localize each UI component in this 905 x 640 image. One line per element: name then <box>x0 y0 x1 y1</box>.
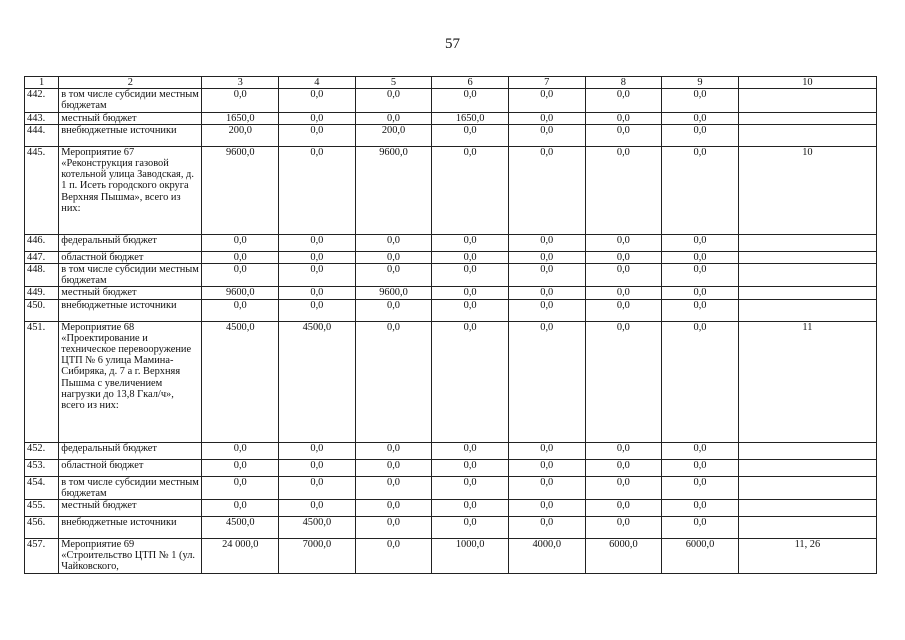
value-cell: 0,0 <box>355 234 432 251</box>
row-number: 454. <box>25 476 59 499</box>
row-description: областной бюджет <box>59 459 202 476</box>
value-cell: 0,0 <box>202 476 279 499</box>
value-cell: 24 000,0 <box>202 539 279 574</box>
value-cell: 0,0 <box>662 264 739 287</box>
row-description: в том числе субсидии местным бюджетам <box>59 264 202 287</box>
table-row <box>25 234 877 251</box>
value-cell: 0,0 <box>585 234 662 251</box>
value-cell: 0,0 <box>662 124 739 146</box>
value-cell: 0,0 <box>662 146 739 234</box>
target-indicator-cell <box>738 459 876 476</box>
row-description: в том числе субсидии местным бюджетам <box>59 89 202 112</box>
row-number: 450. <box>25 299 59 321</box>
target-indicator-cell: 11 <box>738 321 876 442</box>
column-header: 7 <box>508 77 585 89</box>
value-cell: 0,0 <box>508 517 585 539</box>
row-description: в том числе субсидии местным бюджетам <box>59 476 202 499</box>
value-cell: 0,0 <box>432 517 509 539</box>
target-indicator-cell <box>738 112 876 124</box>
value-cell: 0,0 <box>279 234 356 251</box>
value-cell: 0,0 <box>355 539 432 574</box>
value-cell: 4000,0 <box>508 539 585 574</box>
value-cell: 0,0 <box>355 321 432 442</box>
value-cell: 0,0 <box>508 287 585 299</box>
value-cell: 0,0 <box>432 89 509 112</box>
table-row <box>25 251 877 263</box>
value-cell: 0,0 <box>202 459 279 476</box>
value-cell: 0,0 <box>355 299 432 321</box>
target-indicator-cell <box>738 264 876 287</box>
value-cell: 0,0 <box>432 264 509 287</box>
row-description: Мероприятие 69 «Строительство ЦТП № 1 (ул. Чайковского, <box>59 539 202 574</box>
value-cell: 0,0 <box>662 89 739 112</box>
value-cell: 0,0 <box>279 442 356 459</box>
value-cell: 0,0 <box>432 459 509 476</box>
value-cell: 0,0 <box>585 251 662 263</box>
value-cell: 0,0 <box>279 500 356 517</box>
value-cell: 0,0 <box>585 476 662 499</box>
table-row <box>25 89 877 112</box>
value-cell: 4500,0 <box>279 321 356 442</box>
column-header: 3 <box>202 77 279 89</box>
value-cell: 0,0 <box>355 476 432 499</box>
value-cell: 0,0 <box>432 476 509 499</box>
value-cell: 9600,0 <box>202 146 279 234</box>
value-cell: 0,0 <box>508 500 585 517</box>
target-indicator-cell <box>738 517 876 539</box>
value-cell: 0,0 <box>202 89 279 112</box>
value-cell: 0,0 <box>662 476 739 499</box>
value-cell: 0,0 <box>432 500 509 517</box>
row-number: 444. <box>25 124 59 146</box>
target-indicator-cell <box>738 442 876 459</box>
target-indicator-cell <box>738 251 876 263</box>
value-cell: 1650,0 <box>202 112 279 124</box>
value-cell: 0,0 <box>202 234 279 251</box>
row-number: 452. <box>25 442 59 459</box>
table-row <box>25 459 877 476</box>
value-cell: 0,0 <box>202 299 279 321</box>
target-indicator-cell <box>738 500 876 517</box>
value-cell: 0,0 <box>508 251 585 263</box>
table-row <box>25 500 877 517</box>
value-cell: 0,0 <box>508 234 585 251</box>
value-cell: 0,0 <box>585 500 662 517</box>
row-number: 447. <box>25 251 59 263</box>
table-row <box>25 539 877 574</box>
row-number: 443. <box>25 112 59 124</box>
target-indicator-cell: 11, 26 <box>738 539 876 574</box>
value-cell: 0,0 <box>279 146 356 234</box>
target-indicator-cell <box>738 89 876 112</box>
value-cell: 0,0 <box>662 287 739 299</box>
value-cell: 0,0 <box>662 500 739 517</box>
row-description: федеральный бюджет <box>59 442 202 459</box>
value-cell: 0,0 <box>508 124 585 146</box>
target-indicator-cell: 10 <box>738 146 876 234</box>
row-description: внебюджетные источники <box>59 299 202 321</box>
row-description: внебюджетные источники <box>59 517 202 539</box>
column-header: 6 <box>432 77 509 89</box>
value-cell: 0,0 <box>202 251 279 263</box>
table-row <box>25 442 877 459</box>
value-cell: 0,0 <box>355 459 432 476</box>
value-cell: 1650,0 <box>432 112 509 124</box>
value-cell: 0,0 <box>585 517 662 539</box>
value-cell: 0,0 <box>585 459 662 476</box>
value-cell: 0,0 <box>432 124 509 146</box>
value-cell: 0,0 <box>585 264 662 287</box>
value-cell: 0,0 <box>662 112 739 124</box>
table-row <box>25 299 877 321</box>
value-cell: 0,0 <box>662 299 739 321</box>
row-number: 455. <box>25 500 59 517</box>
value-cell: 9600,0 <box>355 287 432 299</box>
table-row <box>25 517 877 539</box>
table-row <box>25 287 877 299</box>
value-cell: 0,0 <box>432 146 509 234</box>
value-cell: 0,0 <box>432 442 509 459</box>
table-header-row <box>25 77 877 89</box>
table-row <box>25 124 877 146</box>
row-description: областной бюджет <box>59 251 202 263</box>
value-cell: 0,0 <box>279 251 356 263</box>
value-cell: 0,0 <box>432 287 509 299</box>
row-number: 453. <box>25 459 59 476</box>
value-cell: 0,0 <box>432 251 509 263</box>
value-cell: 0,0 <box>662 321 739 442</box>
column-header: 5 <box>355 77 432 89</box>
page-number: 57 <box>445 36 460 52</box>
value-cell: 0,0 <box>355 112 432 124</box>
value-cell: 0,0 <box>432 299 509 321</box>
column-header: 2 <box>59 77 202 89</box>
value-cell: 0,0 <box>508 112 585 124</box>
value-cell: 0,0 <box>202 264 279 287</box>
target-indicator-cell <box>738 124 876 146</box>
value-cell: 0,0 <box>662 459 739 476</box>
value-cell: 0,0 <box>585 321 662 442</box>
value-cell: 0,0 <box>585 124 662 146</box>
column-header: 4 <box>279 77 356 89</box>
value-cell: 0,0 <box>508 321 585 442</box>
target-indicator-cell <box>738 287 876 299</box>
column-header: 8 <box>585 77 662 89</box>
value-cell: 0,0 <box>662 517 739 539</box>
budget-table <box>24 76 877 574</box>
value-cell: 0,0 <box>585 299 662 321</box>
row-number: 445. <box>25 146 59 234</box>
value-cell: 0,0 <box>355 500 432 517</box>
target-indicator-cell <box>738 476 876 499</box>
column-header: 10 <box>738 77 876 89</box>
row-description: местный бюджет <box>59 287 202 299</box>
value-cell: 0,0 <box>202 442 279 459</box>
value-cell: 0,0 <box>585 146 662 234</box>
value-cell: 9600,0 <box>202 287 279 299</box>
row-description: внебюджетные источники <box>59 124 202 146</box>
row-description: Мероприятие 68 «Проектирование и техническое перевооружение ЦТП № 6 улица Мамина-Сибиряка, д. 7 а г. Верхняя Пышма с увеличением нагрузки до 13,8 Гкал/ч», всего из них: <box>59 321 202 442</box>
value-cell: 0,0 <box>585 112 662 124</box>
value-cell: 0,0 <box>508 89 585 112</box>
value-cell: 0,0 <box>279 287 356 299</box>
value-cell: 0,0 <box>432 234 509 251</box>
row-description: федеральный бюджет <box>59 234 202 251</box>
value-cell: 0,0 <box>662 442 739 459</box>
value-cell: 1000,0 <box>432 539 509 574</box>
value-cell: 6000,0 <box>585 539 662 574</box>
table-row <box>25 476 877 499</box>
value-cell: 0,0 <box>279 476 356 499</box>
row-number: 451. <box>25 321 59 442</box>
value-cell: 9600,0 <box>355 146 432 234</box>
value-cell: 0,0 <box>355 264 432 287</box>
value-cell: 0,0 <box>355 517 432 539</box>
value-cell: 4500,0 <box>202 321 279 442</box>
table-row <box>25 146 877 234</box>
value-cell: 0,0 <box>585 287 662 299</box>
table-row <box>25 321 877 442</box>
value-cell: 0,0 <box>585 442 662 459</box>
row-number: 449. <box>25 287 59 299</box>
value-cell: 0,0 <box>508 442 585 459</box>
value-cell: 0,0 <box>508 264 585 287</box>
row-description: местный бюджет <box>59 112 202 124</box>
value-cell: 200,0 <box>202 124 279 146</box>
value-cell: 0,0 <box>355 251 432 263</box>
value-cell: 0,0 <box>279 299 356 321</box>
value-cell: 0,0 <box>355 89 432 112</box>
value-cell: 0,0 <box>508 459 585 476</box>
value-cell: 0,0 <box>202 500 279 517</box>
row-number: 448. <box>25 264 59 287</box>
row-number: 457. <box>25 539 59 574</box>
table-row <box>25 264 877 287</box>
value-cell: 0,0 <box>279 124 356 146</box>
value-cell: 200,0 <box>355 124 432 146</box>
target-indicator-cell <box>738 234 876 251</box>
value-cell: 4500,0 <box>279 517 356 539</box>
value-cell: 0,0 <box>279 264 356 287</box>
column-header: 9 <box>662 77 739 89</box>
value-cell: 7000,0 <box>279 539 356 574</box>
value-cell: 0,0 <box>279 112 356 124</box>
column-header: 1 <box>25 77 59 89</box>
row-number: 446. <box>25 234 59 251</box>
value-cell: 0,0 <box>508 146 585 234</box>
value-cell: 0,0 <box>355 442 432 459</box>
row-description: местный бюджет <box>59 500 202 517</box>
value-cell: 4500,0 <box>202 517 279 539</box>
value-cell: 0,0 <box>585 89 662 112</box>
value-cell: 0,0 <box>508 476 585 499</box>
row-description: Мероприятие 67 «Реконструкция газовой котельной улица Заводская, д. 1 п. Исеть городского округа Верхняя Пышма», всего из них: <box>59 146 202 234</box>
value-cell: 0,0 <box>508 299 585 321</box>
value-cell: 0,0 <box>279 89 356 112</box>
row-number: 442. <box>25 89 59 112</box>
table-row <box>25 112 877 124</box>
table-body <box>25 77 877 574</box>
value-cell: 0,0 <box>662 234 739 251</box>
row-number: 456. <box>25 517 59 539</box>
value-cell: 0,0 <box>662 251 739 263</box>
value-cell: 6000,0 <box>662 539 739 574</box>
value-cell: 0,0 <box>432 321 509 442</box>
value-cell: 0,0 <box>279 459 356 476</box>
target-indicator-cell <box>738 299 876 321</box>
